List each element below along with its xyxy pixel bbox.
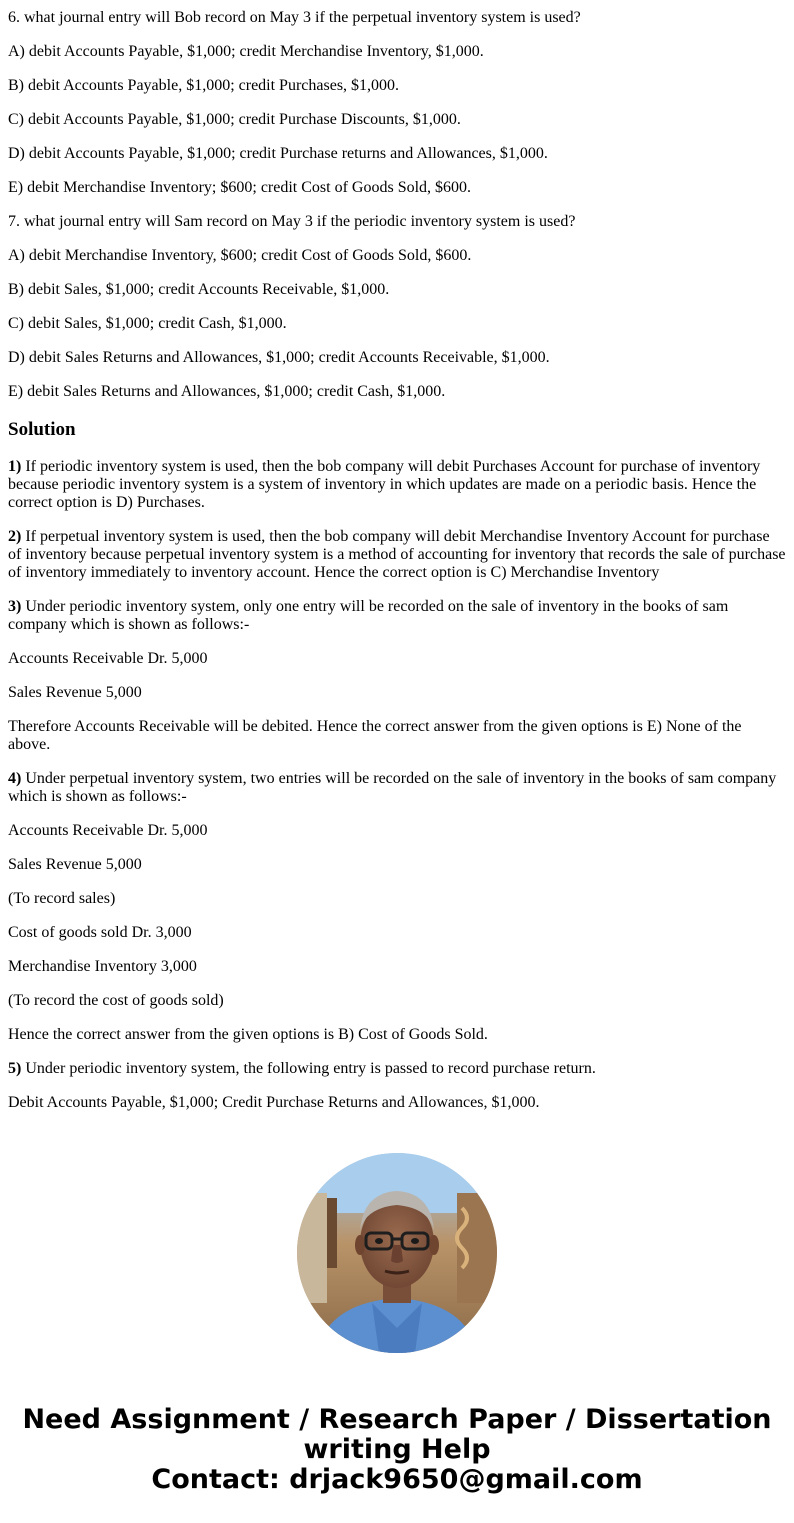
journal-entry-note: (To record sales) bbox=[8, 890, 116, 907]
question-7-option-c: C) debit Sales, $1,000; credit Cash, $1,000. bbox=[8, 315, 287, 332]
question-6-option-c: C) debit Accounts Payable, $1,000; credit Purchase Discounts, $1,000. bbox=[8, 111, 461, 128]
journal-entry-line: Accounts Receivable Dr. 5,000 bbox=[8, 822, 208, 839]
journal-entry-line: Accounts Receivable Dr. 5,000 bbox=[8, 650, 208, 667]
journal-entry-line: Sales Revenue 5,000 bbox=[8, 856, 142, 873]
question-7-prompt: 7. what journal entry will Sam record on May 3 if the periodic inventory system is used? bbox=[8, 213, 576, 230]
solution-number: 3) bbox=[8, 598, 22, 615]
solution-conclusion: Hence the correct answer from the given options is B) Cost of Goods Sold. bbox=[8, 1026, 488, 1043]
question-6-option-d: D) debit Accounts Payable, $1,000; credit Purchase returns and Allowances, $1,000. bbox=[8, 145, 548, 162]
journal-entry-line: Debit Accounts Payable, $1,000; Credit Purchase Returns and Allowances, $1,000. bbox=[8, 1094, 540, 1111]
question-6-option-a: A) debit Accounts Payable, $1,000; credit Merchandise Inventory, $1,000. bbox=[8, 43, 484, 60]
footer-line-2: writing Help bbox=[303, 1434, 491, 1465]
question-6-prompt: 6. what journal entry will Bob record on May 3 if the perpetual inventory system is used? bbox=[8, 9, 581, 26]
question-7-option-a: A) debit Merchandise Inventory, $600; credit Cost of Goods Sold, $600. bbox=[8, 247, 472, 264]
solution-text: Under periodic inventory system, the following entry is passed to record purchase return. bbox=[21, 1060, 596, 1077]
solution-item-1 bbox=[8, 458, 786, 512]
solution-text: Under periodic inventory system, only one entry will be recorded on the sale of inventory in the books of sam company which is shown as follows:- bbox=[8, 598, 729, 633]
solution-heading: Solution bbox=[8, 419, 76, 440]
question-7-option-b: B) debit Sales, $1,000; credit Accounts Receivable, $1,000. bbox=[8, 281, 390, 298]
footer-line-1: Need Assignment / Research Paper / Dissertation bbox=[22, 1404, 772, 1435]
solution-number: 1) bbox=[8, 458, 22, 475]
solution-number: 2) bbox=[8, 528, 22, 545]
solution-item-2 bbox=[8, 528, 786, 582]
author-portrait-image bbox=[297, 1153, 497, 1353]
author-avatar bbox=[297, 1153, 497, 1353]
question-7-option-e: E) debit Sales Returns and Allowances, $1,000; credit Cash, $1,000. bbox=[8, 383, 446, 400]
solution-number: 5) bbox=[8, 1060, 22, 1077]
solution-number: 4) bbox=[8, 770, 22, 787]
solution-text: If perpetual inventory system is used, then the bob company will debit Merchandise Inventory Account for purchase of inventory because perpetual inventory system is a method of accounting for inventory that records the sale of purchase of inventory immediately to inventory account. Hence the correct option is C) Merchandise Inventory bbox=[8, 528, 786, 581]
journal-entry-line: Cost of goods sold Dr. 3,000 bbox=[8, 924, 192, 941]
solution-item-4 bbox=[8, 770, 786, 806]
question-6-option-e: E) debit Merchandise Inventory; $600; credit Cost of Goods Sold, $600. bbox=[8, 179, 472, 196]
journal-entry-note: (To record the cost of goods sold) bbox=[8, 992, 224, 1009]
solution-text: If periodic inventory system is used, then the bob company will debit Purchases Account for purchase of inventory because periodic inventory system is a system of inventory in which updates are made on a periodic basis. Hence the correct option is D) Purchases. bbox=[8, 458, 761, 511]
question-7-option-d: D) debit Sales Returns and Allowances, $1,000; credit Accounts Receivable, $1,000. bbox=[8, 349, 550, 366]
footer-contact-banner bbox=[0, 1405, 794, 1495]
journal-entry-line: Merchandise Inventory 3,000 bbox=[8, 958, 197, 975]
solution-text: Under perpetual inventory system, two entries will be recorded on the sale of inventory in the books of sam company which is shown as follows:- bbox=[8, 770, 777, 805]
document-body bbox=[8, 0, 786, 1128]
solution-item-3 bbox=[8, 598, 786, 634]
footer-contact-email: Contact: drjack9650@gmail.com bbox=[151, 1464, 643, 1495]
question-6-option-b: B) debit Accounts Payable, $1,000; credit Purchases, $1,000. bbox=[8, 77, 400, 94]
solution-item-5 bbox=[8, 1060, 786, 1078]
journal-entry-line: Sales Revenue 5,000 bbox=[8, 684, 142, 701]
solution-conclusion: Therefore Accounts Receivable will be debited. Hence the correct answer from the given options is E) None of the above. bbox=[8, 718, 742, 753]
